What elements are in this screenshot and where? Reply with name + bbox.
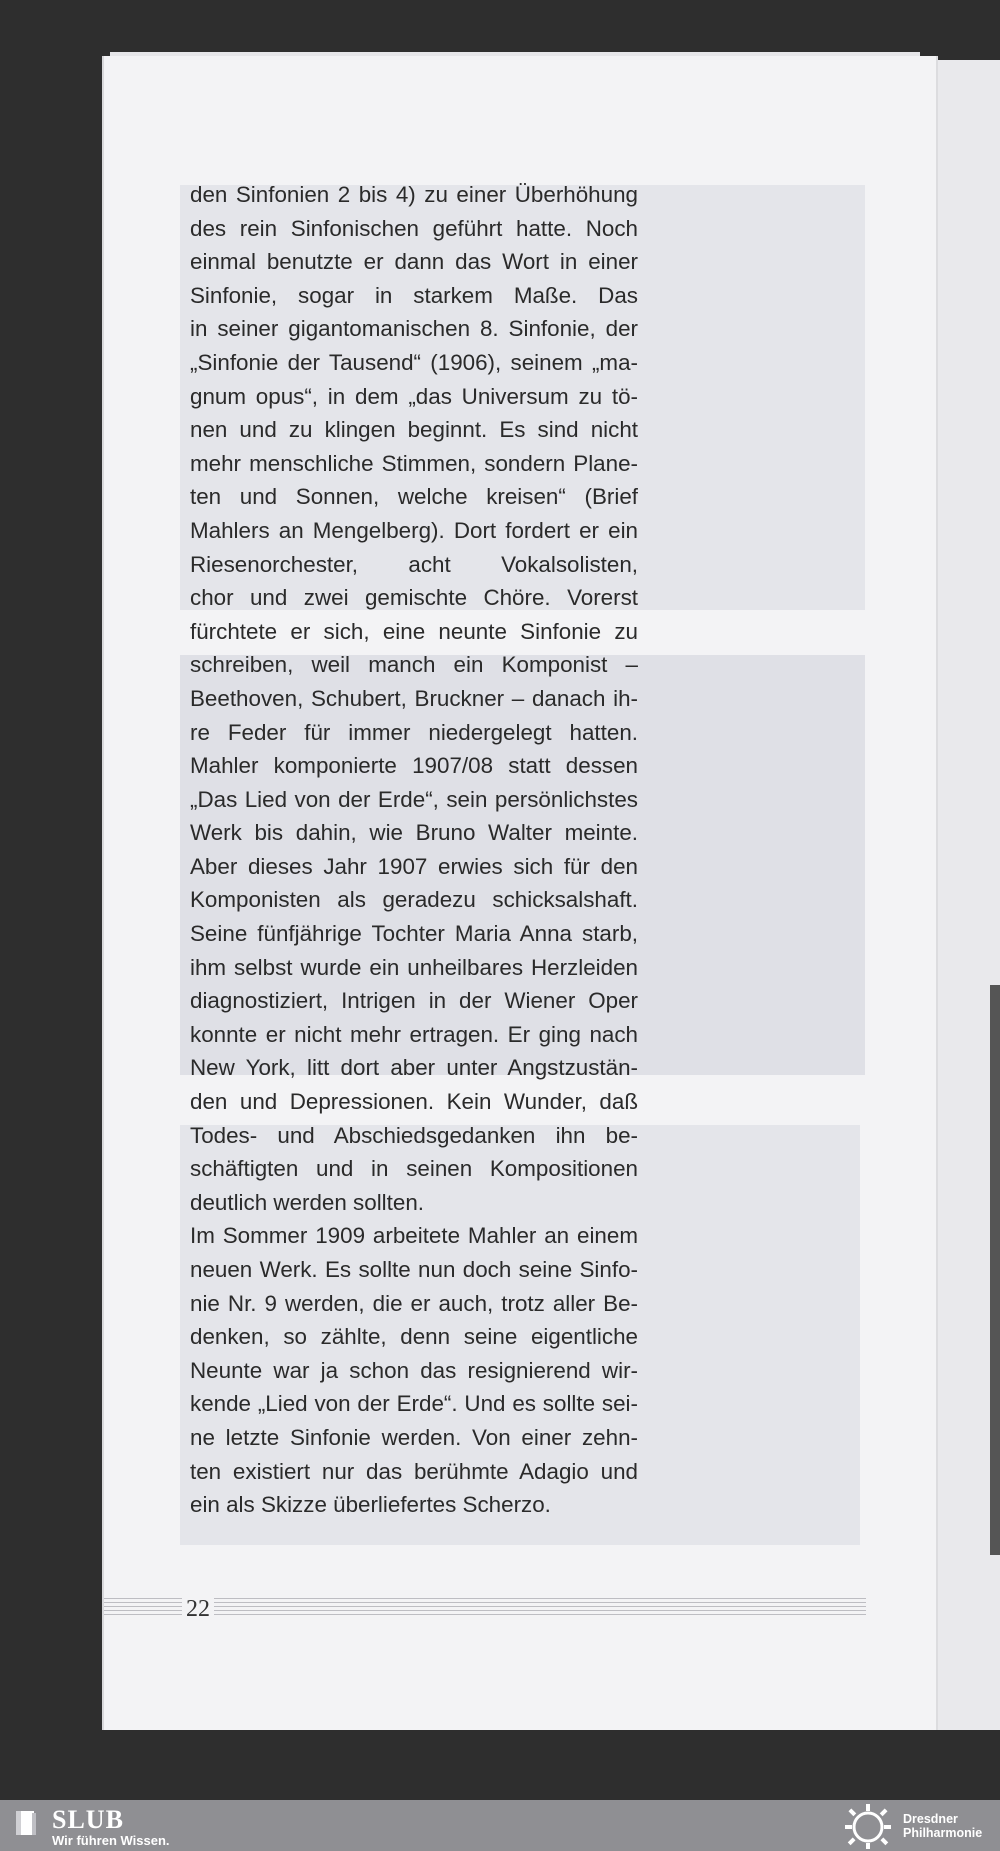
text-line: ihm selbst wurde ein unheilbares Herzleiden [190, 954, 638, 980]
text-line: Komponisten als geradezu schicksalshaft. [190, 887, 638, 913]
text-line: Mahler komponierte 1907/08 statt dessen [190, 753, 638, 779]
text-line: schreiben, weil manch ein Komponist – [190, 652, 638, 678]
text-line: Todes- und Abschiedsgedanken ihn be- [190, 1122, 638, 1148]
text-line: in seiner gigantomanischen 8. Sinfonie, der [190, 316, 638, 342]
library-slogan: Wir führen Wissen. [52, 1833, 170, 1848]
rule-line [104, 1614, 866, 1615]
viewer-footer [0, 1800, 1000, 1851]
rule-line [104, 1602, 866, 1603]
text-line: diagnostiziert, Intrigen in der Wiener Oper [190, 988, 638, 1014]
text-line: ne letzte Sinfonie werden. Von einer zehn- [190, 1424, 638, 1450]
rule-line [104, 1606, 866, 1607]
text-line: Seine fünfjährige Tochter Maria Anna starb, [190, 921, 638, 947]
next-page-shadow [990, 985, 1000, 1555]
text-line: gnum opus“, in dem „das Universum zu tö- [190, 383, 638, 409]
text-line: nen und zu klingen beginnt. Es sind nicht [190, 417, 638, 443]
text-line: Mahlers an Mengelberg). Dort fordert er ein [190, 517, 638, 543]
rule-line [104, 1598, 866, 1599]
text-line: einmal benutzte er dann das Wort in einer [190, 249, 638, 275]
text-line: ten existiert nur das berühmte Adagio und [190, 1458, 638, 1484]
text-line: des rein Sinfonischen geführt hatte. Noch [190, 215, 638, 241]
text-line: chor und zwei gemischte Chöre. Vorerst [190, 585, 638, 611]
text-line: schäftigten und in seinen Kompositionen [190, 1156, 638, 1182]
rule-line [104, 1610, 866, 1611]
text-line: kende „Lied von der Erde“. Und es sollte sei- [190, 1391, 638, 1417]
text-line: Werk bis dahin, wie Bruno Walter meinte. [190, 820, 638, 846]
text-line: mehr menschliche Stimmen, sondern Plane- [190, 450, 638, 476]
text-line: „Sinfonie der Tausend“ (1906), seinem „ma- [190, 349, 638, 375]
text-line: den Sinfonien 2 bis 4) zu einer Überhöhung [190, 182, 638, 207]
philharmonie-logo-icon [840, 1803, 896, 1849]
partner-name [903, 1812, 982, 1840]
text-line: ten und Sonnen, welche kreisen“ (Brief [190, 484, 638, 510]
body-text [190, 178, 638, 1522]
text-line: Sinfonie, sogar in starkem Maße. Das [190, 282, 638, 308]
text-line: denken, so zählte, denn seine eigentliche [190, 1324, 638, 1350]
text-line: New York, litt dort aber unter Angstzustän- [190, 1055, 638, 1081]
text-line: Neunte war ja schon das resignierend wir- [190, 1357, 638, 1383]
library-name: SLUB [52, 1805, 124, 1834]
partner-line-1: Dresdner [903, 1812, 958, 1826]
text-line: Im Sommer 1909 arbeitete Mahler an einem [190, 1223, 638, 1249]
book-icon [14, 1810, 38, 1836]
text-line: konnte er nicht mehr ertragen. Er ging nach [190, 1021, 638, 1047]
text-line: nie Nr. 9 werden, die er auch, trotz aller Be- [190, 1290, 638, 1316]
text-line: neuen Werk. Es sollte nun doch seine Sinfo- [190, 1257, 638, 1282]
text-line: Beethoven, Schubert, Bruckner – danach ih- [190, 685, 638, 711]
text-line: Riesenorchester, acht Vokalsolisten, [190, 551, 638, 577]
text-line: re Feder für immer niedergelegt hatten. [190, 719, 638, 745]
page-number: 22 [182, 1596, 214, 1623]
text-line: Aber dieses Jahr 1907 erwies sich für den [190, 853, 638, 879]
text-line: den und Depressionen. Kein Wunder, daß [190, 1089, 638, 1115]
partner-line-2: Philharmonie [903, 1826, 983, 1840]
text-line: „Das Lied von der Erde“, sein persönlichstes [190, 786, 638, 812]
text-line: deutlich werden sollten. [190, 1189, 424, 1215]
text-line: ein als Skizze überliefertes Scherzo. [190, 1492, 551, 1518]
text-line: fürchtete er sich, eine neunte Sinfonie zu [190, 618, 638, 644]
footer-rules [104, 1596, 866, 1618]
